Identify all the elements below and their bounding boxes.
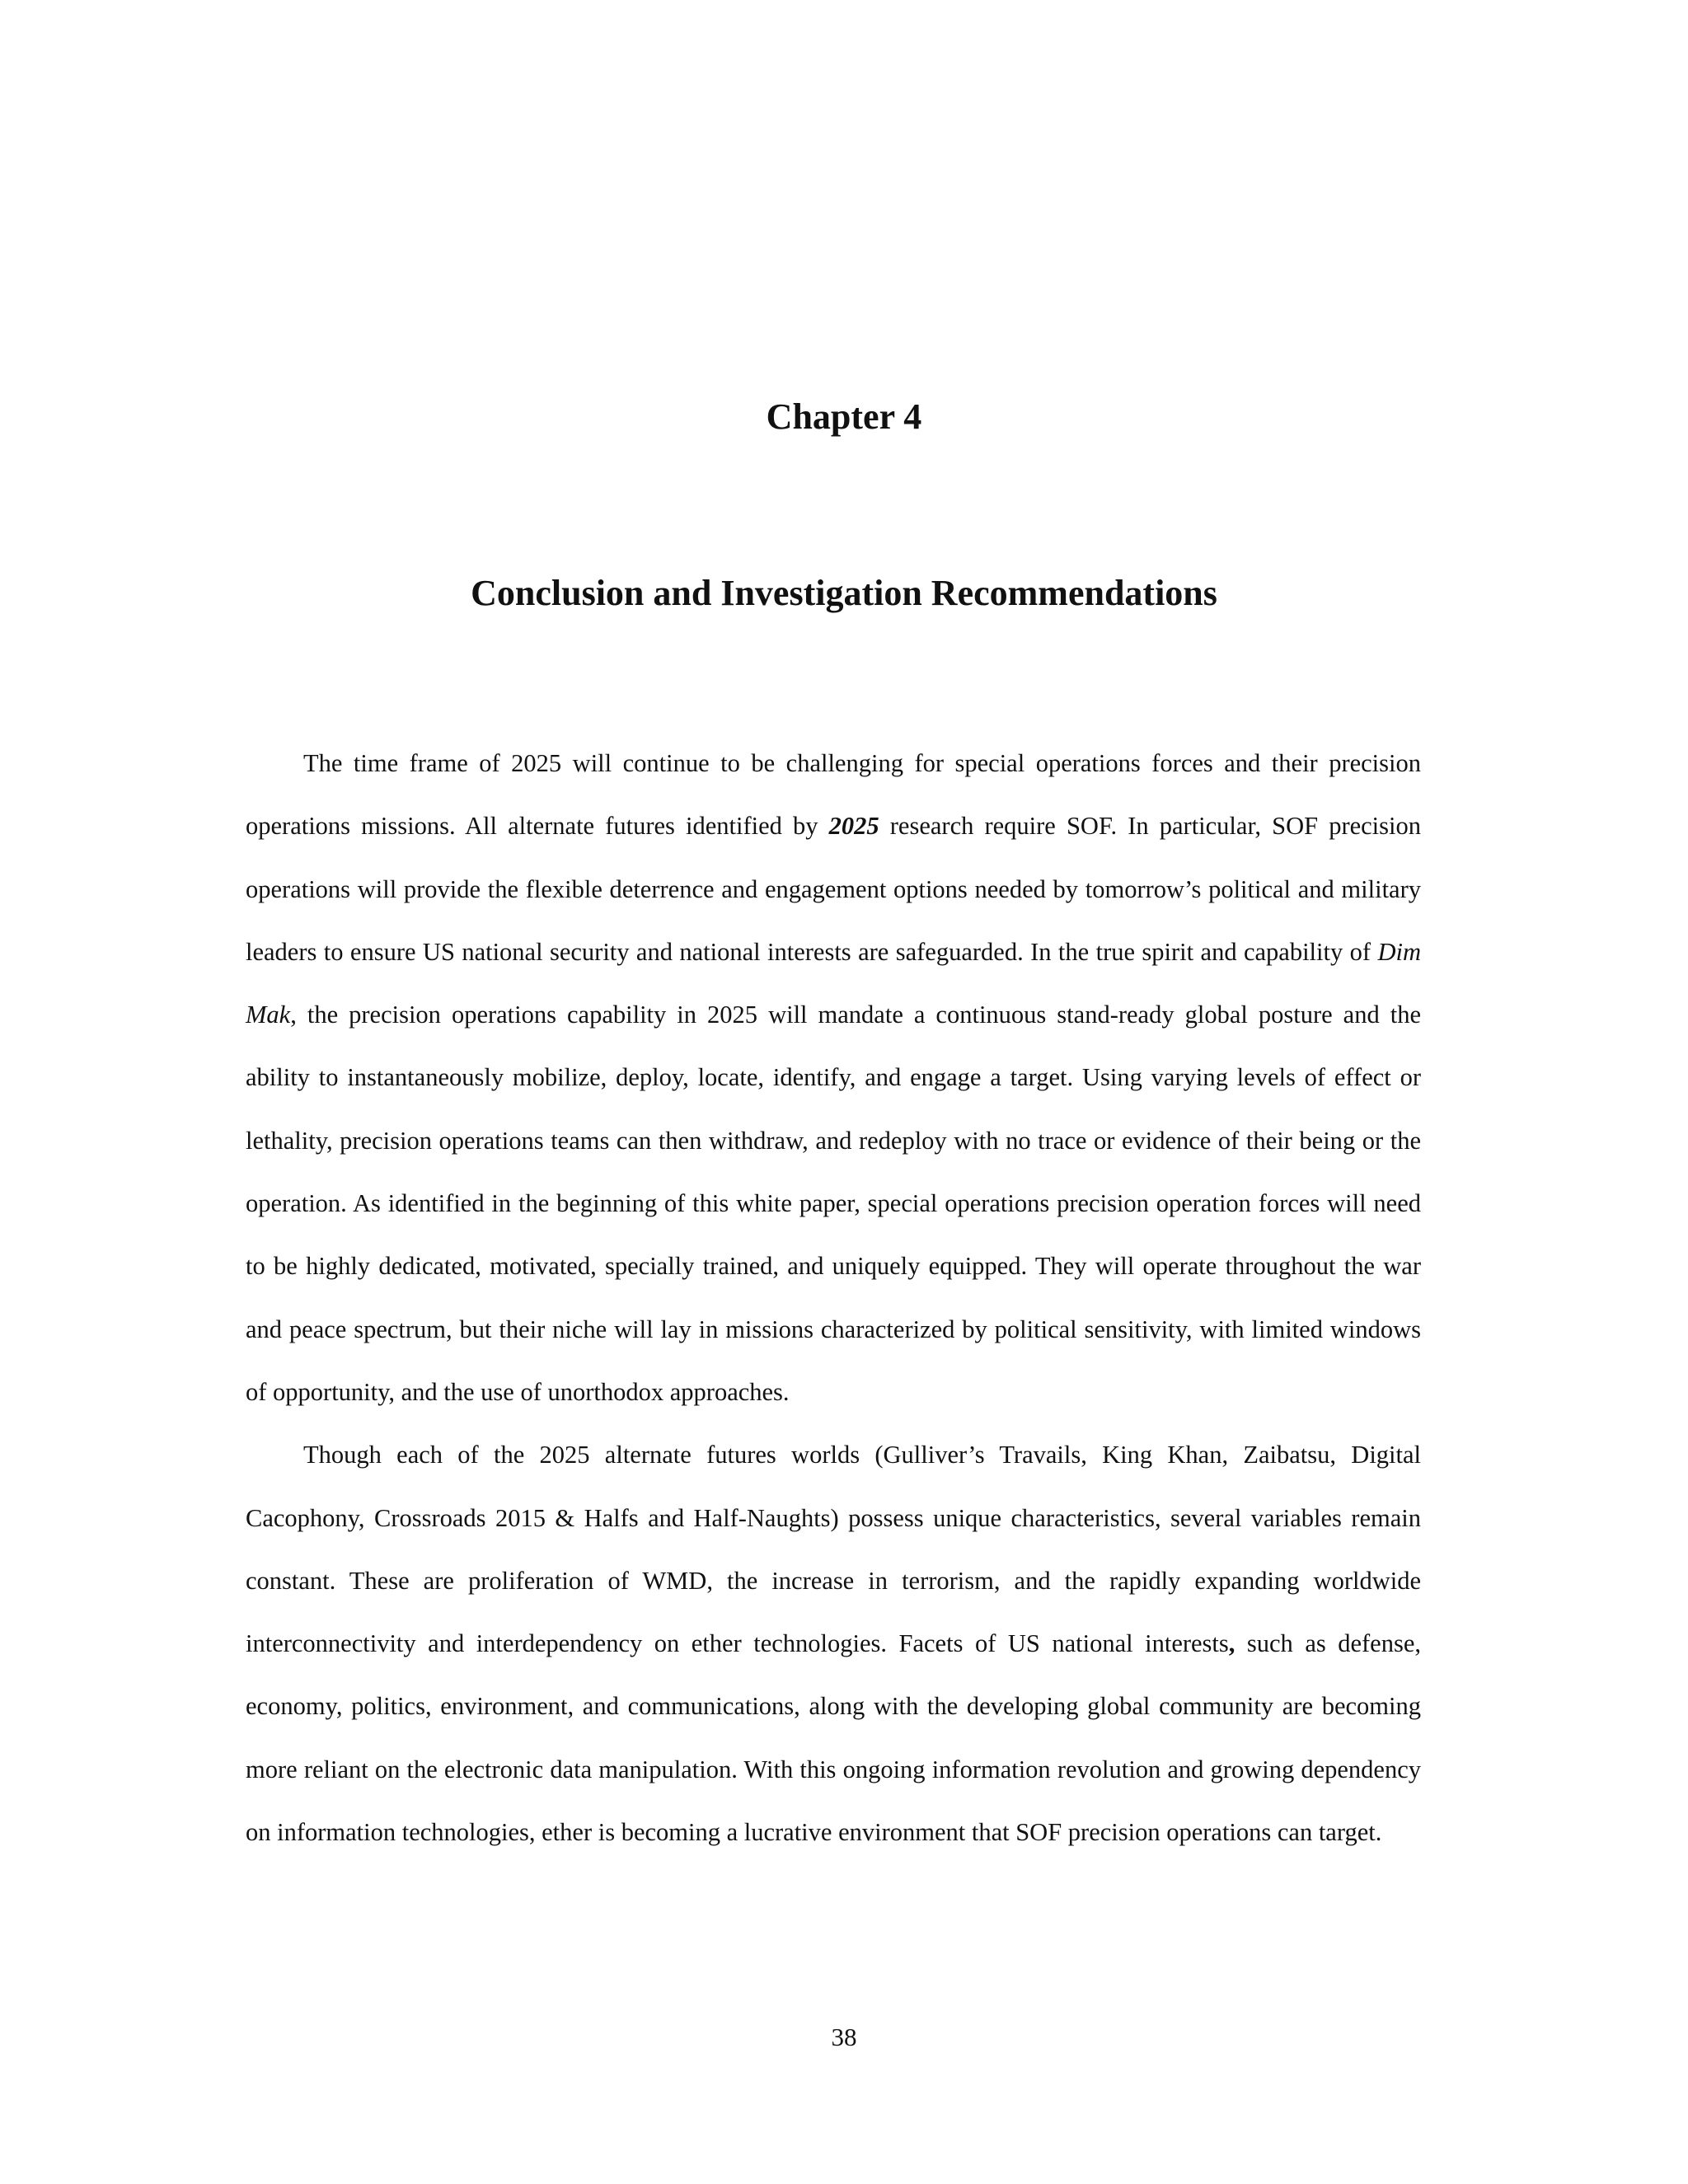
text-run: Though each of the 2025 alternate futures worlds (Gulliver’s Travails, King Khan, Zaibatsu, Digital Cacophony, Crossroads 2015 & Halfs and Half-Naughts) possess unique characteristics, several variables remain constant. These are proliferation of WMD, the increase in terrorism, and the rapidly expanding worldwide interconnectivity and interdependency on ether technologies. Facets of US national interests (246, 1441, 1421, 1658)
page-number: 38 (831, 2022, 857, 2051)
body-text (246, 732, 1421, 1863)
paragraph-2 (246, 1423, 1421, 1863)
text-run: The time frame of 2025 will continue to be challenging for special operations forces and their precision operations missions. All alternate futures identified by (246, 749, 1421, 841)
chapter-title: Conclusion and Investigation Recommendations (471, 573, 1217, 613)
text-run: , the precision operations capability in 2025 will mandate a continuous stand-ready global posture and the ability to instantaneously mobilize, deploy, locate, identify, and engage a target. Using varying levels of effect or lethality, precision operations teams can then withdraw, and redeploy with no trace or evidence of their being or the operation. As identified in the beginning of this white paper, special operations precision operation forces will need to be highly dedicated, motivated, specially trained, and uniquely equipped. They will operate throughout the war and peace spectrum, but their niche will lay in missions characterized by political sensitivity, with limited windows of opportunity, and the use of unorthodox approaches. (246, 1001, 1421, 1406)
text-run: such as defense, economy, politics, environment, and communications, along with the developing global community are becoming more reliant on the electronic data manipulation. With this ongoing information revolution and growing dependency on information technologies, ether is becoming a lucrative environment that SOF precision operations can target. (246, 1629, 1421, 1847)
chapter-label: Chapter 4 (766, 396, 922, 437)
emphasis-2025: 2025 (828, 812, 879, 841)
bold-comma: , (1228, 1629, 1236, 1658)
emphasis-dim-mak: Dim Mak (246, 937, 1421, 1029)
paragraph-1 (246, 732, 1421, 1423)
text-run: research require SOF. In particular, SOF precision operations will provide the flexible deterrence and engagement options needed by tomorrow’s political and military leaders to ensure US national security and national interests are safeguarded. In the true spirit and capability of (246, 812, 1421, 966)
